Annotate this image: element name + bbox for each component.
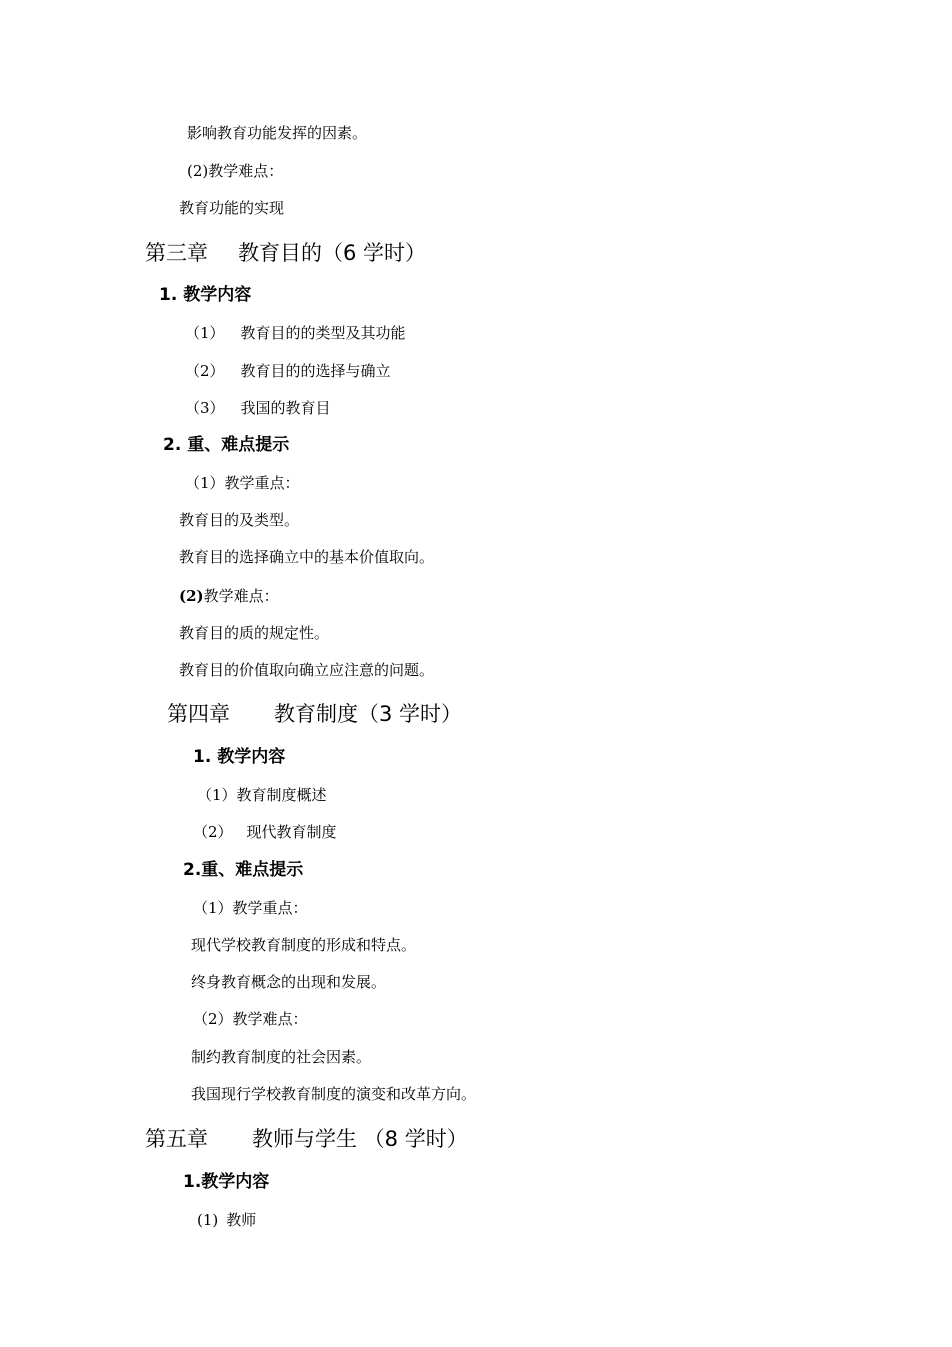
chapter-title: 教育制度（3 学时） (274, 702, 463, 726)
item-text: 教育目的的类型及其功能 (240, 324, 406, 342)
paragraph: 教育目的及类型。 (179, 511, 300, 529)
item-number: (2) (179, 587, 204, 605)
chapter-title: 教师与学生 （8 学时） (252, 1127, 468, 1151)
label-text: 教学难点： (203, 587, 279, 605)
chapter-number: 第四章 (167, 702, 230, 726)
item-text: 现代教育制度 (246, 823, 337, 841)
list-item (185, 326, 406, 341)
section-heading: 2. 重、难点提示 (163, 435, 290, 455)
item-text: 教师 (226, 1211, 257, 1229)
item-text: 教育目的的选择与确立 (240, 362, 391, 380)
chapter-heading (145, 243, 426, 264)
chapter-heading (145, 1129, 468, 1150)
list-item (185, 364, 391, 379)
key-label: （1）教学重点： (193, 899, 308, 917)
chapter-title: 教育目的（6 学时） (238, 241, 427, 265)
item-number: （1） (185, 324, 225, 342)
paragraph: 教育目的质的规定性。 (179, 624, 330, 642)
difficulty-label (179, 589, 279, 604)
paragraph: 教育目的选择确立中的基本价值取向。 (179, 548, 435, 566)
list-item (197, 1213, 256, 1228)
item-number: (1) (197, 1211, 219, 1229)
section-heading: 1. 教学内容 (193, 747, 286, 767)
section-heading: 2.重、难点提示 (183, 860, 304, 880)
paragraph: 终身教育概念的出现和发展。 (191, 973, 387, 991)
section-heading: 1.教学内容 (183, 1172, 270, 1192)
item-text: 教育制度概述 (236, 786, 327, 804)
chapter-number: 第五章 (145, 1127, 208, 1151)
paragraph: 现代学校教育制度的形成和特点。 (191, 936, 417, 954)
item-number: （2） (193, 823, 233, 841)
item-number: （2） (185, 362, 225, 380)
section-heading: 1. 教学内容 (159, 285, 252, 305)
key-label: （1）教学重点： (185, 474, 300, 492)
list-item (197, 788, 327, 803)
item-text: 我国的教育目 (240, 399, 331, 417)
difficulty-label: (2)教学难点： (187, 162, 284, 180)
list-item (185, 401, 331, 416)
paragraph: 制约教育制度的社会因素。 (191, 1048, 372, 1066)
paragraph: 我国现行学校教育制度的演变和改革方向。 (191, 1085, 477, 1103)
item-number: （1） (197, 786, 237, 804)
difficulty-label: （2）教学难点： (193, 1010, 308, 1028)
paragraph: 教育目的价值取向确立应注意的问题。 (179, 661, 435, 679)
item-number: （3） (185, 399, 225, 417)
list-item (193, 825, 337, 840)
paragraph: 影响教育功能发挥的因素。 (187, 124, 368, 142)
chapter-number: 第三章 (145, 241, 208, 265)
chapter-heading (167, 704, 462, 725)
paragraph: 教育功能的实现 (179, 199, 285, 217)
